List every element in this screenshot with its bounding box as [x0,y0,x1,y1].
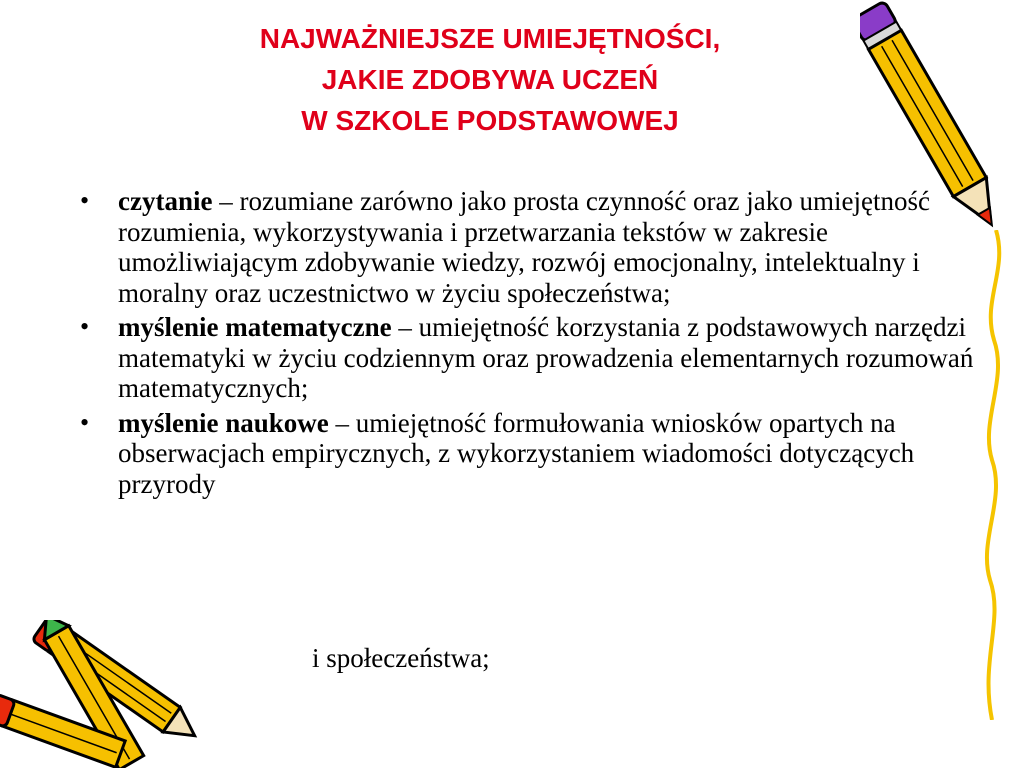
bullet-continuation: i społeczeństwa; [312,643,490,673]
list-item [0,312,1024,404]
slide-title [150,18,830,141]
bullet-text [118,408,918,500]
bullet-symbol: • [80,407,90,437]
title-line-1: NAJWAŻNIEJSZE UMIEJĘTNOŚCI, [259,23,721,54]
list-item [0,186,1024,308]
bullet-text [118,312,978,404]
pencils-bottom-left-icon [0,620,200,768]
bullet-symbol: • [80,312,90,341]
title-line-3: W SZKOLE PODSTAWOWEJ [301,105,679,136]
title-line-2: JAKIE ZDOBYWA UCZEŃ [321,64,659,95]
list-item [0,408,1024,500]
bullet-term: myślenie naukowe [118,407,329,438]
bullet-description: – umiejętność formułowania wniosków opartych na obserwacjach empirycznych, z wykorzystaniem wiadomości dotyczących przyrody [118,407,915,499]
bullet-list [0,186,1024,503]
bullet-description: – umiejętność korzystania z podstawowych narzędzi matematyki w życiu codziennym oraz prowadzenia elementarnych rozumowań matematycznych; [118,312,974,403]
bullet-term: czytanie [118,186,213,216]
bullet-text [118,186,978,308]
bullet-term: myślenie matematyczne [118,312,392,342]
bullet-description: – rozumiane zarówno jako prosta czynność oraz jako umiejętność rozumienia, wykorzystywania i przetwarzania tekstów w zakresie umożliwiającym zdobywanie wiedzy, rozwój emocjonalny, intelektualny i moralny oraz uczestnictwo w życiu społeczeństwa; [118,186,930,308]
bullet-symbol: • [80,186,90,215]
